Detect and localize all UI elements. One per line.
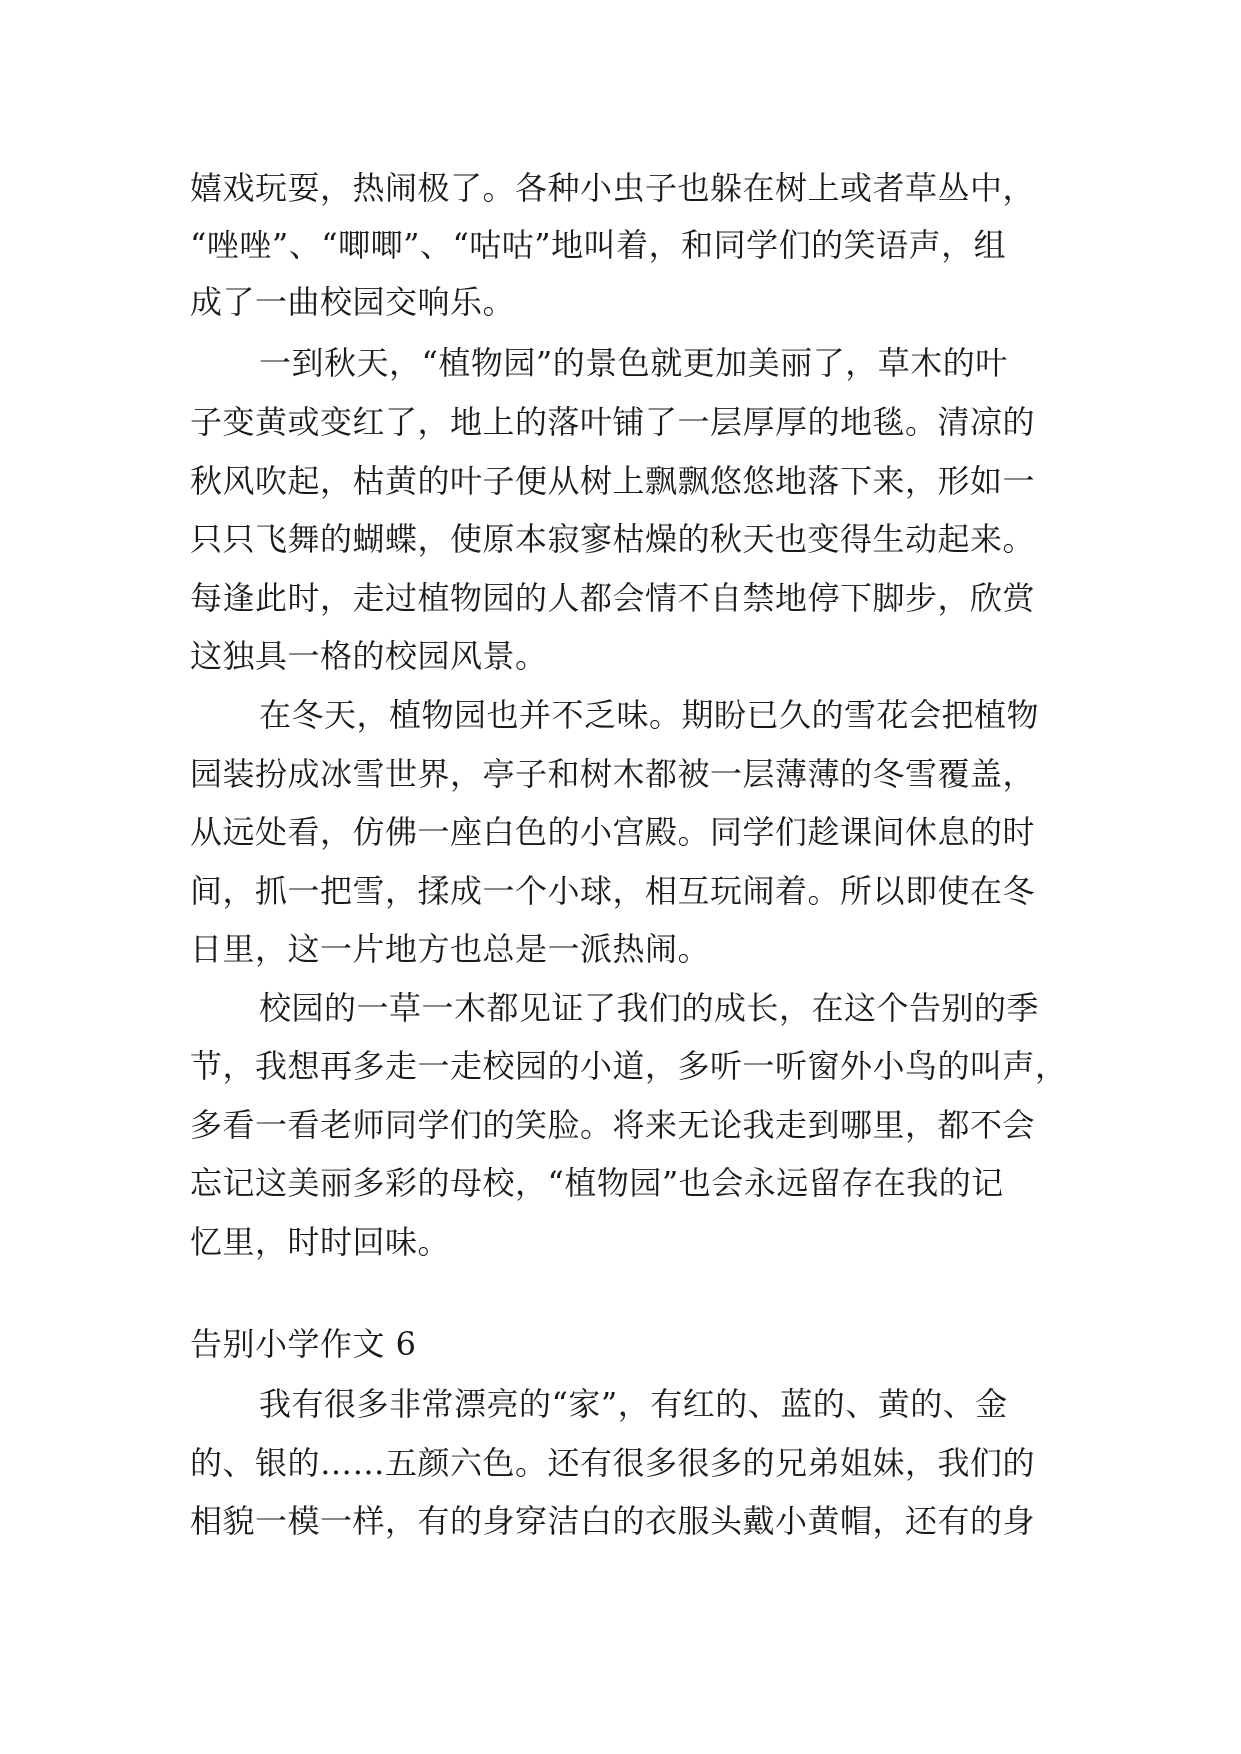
paragraph-start-autumn: 一到秋天，“植物园”的景色就更加美丽了，草木的叶 xyxy=(259,344,1008,382)
text-line: 这独具一格的校园风景。 xyxy=(190,637,548,675)
paragraph-start-home: 我有很多非常漂亮的“家”，有红的、蓝的、黄的、金 xyxy=(259,1385,1008,1423)
text-line: 每逢此时，走过植物园的人都会情不自禁地停下脚步，欣赏 xyxy=(190,579,1036,617)
text-line: 多看一看老师同学们的笑脸。将来无论我走到哪里，都不会 xyxy=(190,1106,1036,1144)
text-line: 子变黄或变红了，地上的落叶铺了一层厚厚的地毯。清凉的 xyxy=(190,403,1036,441)
paragraph-start-winter: 在冬天，植物园也并不乏味。期盼已久的雪花会把植物 xyxy=(259,696,1040,734)
text-line: “唑唑”、“唧唧”、“咕咕”地叫着，和同学们的笑语声，组 xyxy=(190,226,1007,264)
text-line: 从远处看，仿佛一座白色的小宫殿。同学们趁课间休息的时 xyxy=(190,813,1036,851)
text-line: 相貌一模一样，有的身穿洁白的衣服头戴小黄帽，还有的身 xyxy=(190,1502,1036,1540)
text-line: 嬉戏玩耍，热闹极了。各种小虫子也躲在树上或者草丛中， xyxy=(190,169,1036,207)
text-line: 的、银的……五颜六色。还有很多很多的兄弟姐妹，我们的 xyxy=(190,1444,1036,1482)
text-line: 忘记这美丽多彩的母校，“植物园”也会永远留存在我的记 xyxy=(190,1164,1004,1202)
text-line: 日里，这一片地方也总是一派热闹。 xyxy=(190,930,711,968)
text-line: 间，抓一把雪，揉成一个小球，相互玩闹着。所以即使在冬 xyxy=(190,872,1036,910)
text-line: 只只飞舞的蝴蝶，使原本寂寥枯燥的秋天也变得生动起来。 xyxy=(190,520,1036,558)
text-line: 成了一曲校园交响乐。 xyxy=(190,283,516,321)
paragraph-start-farewell: 校园的一草一木都见证了我们的成长，在这个告别的季 xyxy=(259,989,1040,1027)
text-line: 秋风吹起，枯黄的叶子便从树上飘飘悠悠地落下来，形如一 xyxy=(190,462,1036,500)
text-line: 忆里，时时回味。 xyxy=(190,1223,451,1261)
text-line: 园装扮成冰雪世界，亭子和树木都被一层薄薄的冬雪覆盖， xyxy=(190,755,1036,793)
section-heading: 告别小学作文 6 xyxy=(190,1325,417,1363)
text-line: 节，我想再多走一走校园的小道，多听一听窗外小鸟的叫声， xyxy=(190,1047,1068,1085)
